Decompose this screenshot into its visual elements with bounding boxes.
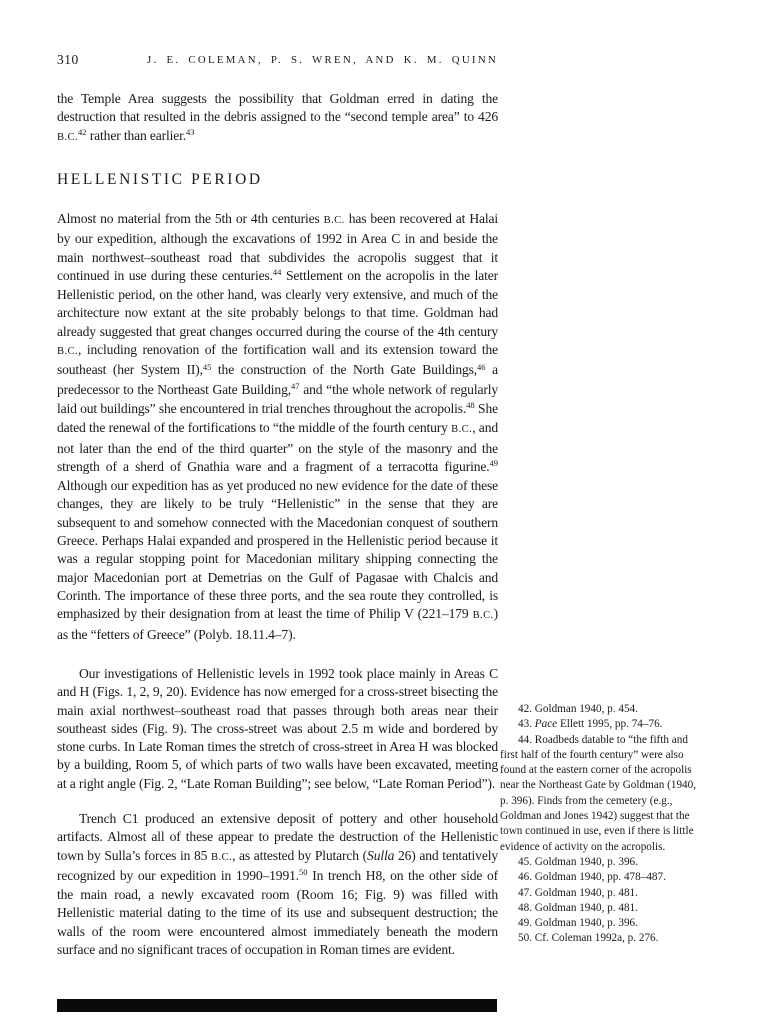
footnote-49: 49. Goldman 1940, p. 396. <box>518 917 638 930</box>
footnote-43: 43. Pace Ellett 1995, pp. 74–76. <box>518 718 663 731</box>
footnote-50: 50. Cf. Coleman 1992a, p. 276. <box>518 932 659 945</box>
footnote-44: 44. Roadbeds datable to “the fifth and first half of the fourth century” were also found at the eastern corner of the acropolis near the Northeast Gate by Goldman (1940, p. 396). Finds from the cemetery (e.g., Goldman and Jones 1942) suggest that the town continued in use, even if there is little evidence of activity on the acropolis. <box>500 733 697 853</box>
footnote-42: 42. Goldman 1940, p. 454. <box>518 703 638 715</box>
page-number: 310 <box>57 52 79 67</box>
section-heading: HELLENISTIC PERIOD <box>57 171 263 188</box>
footnote-46: 46. Goldman 1940, pp. 478–487. <box>518 871 666 884</box>
footnotes-column <box>500 702 703 947</box>
paragraph-investigations: Our investigations of Hellenistic levels in 1992 took place mainly in Areas C and H (Figs. 1, 2, 9, 20). Evidence has now emerged for a cross-street bisecting the main axial northwest–southeast road that passes through both areas near their southeast sides (Fig. 9). The cross-street was about 2.5 m wide and bordered by stone curbs. In Late Roman times the stretch of cross-street in Area H was blocked by a building, Room 5, of which parts of two walls have been excavated, meeting at a right angle (Fig. 2, “Late Roman Building”; see below, “Late Roman Period”). <box>57 666 498 791</box>
footnote-47: 47. Goldman 1940, p. 481. <box>518 886 638 899</box>
footnote-45: 45. Goldman 1940, p. 396. <box>518 855 638 868</box>
footnote-48: 48. Goldman 1940, p. 481. <box>518 901 638 914</box>
scan-black-bar <box>57 999 497 1012</box>
paragraph-continuation: the Temple Area suggests the possibility that Goldman erred in dating the destruction that resulted in the debris assigned to the “second temple area” to 426 B.C.$^{42}$ rather than earlier.$^{43}$ <box>57 91 498 143</box>
running-head-authors: J. E. COLEMAN, P. S. WREN, AND K. M. QUINN <box>146 54 499 66</box>
paragraph-hellenistic-overview: Almost no material from the 5th or 4th centuries B.C. has been recovered at Halai by our expedition, although the excavations of 1992 in Area C in and beside the main northwest–southeast road that subdivides the acropolis suggest that it continued in use during these centuries.$^{44}$ Settlement on the acropolis in the later Hellenistic period, on the other hand, was clearly very extensive, and much of the architecture now extant at the site probably belongs to that time. Goldman had already suggested that great changes occurred during the course of the 4th century B.C., including renovation of the fortification wall and its extension toward the southeast (her System II),$^{45}$ the construction of the North Gate Buildings,$^{46}$ a predecessor to the Northeast Gate Building,$^{47}$ and “the whole network of regularly laid out buildings” she encountered in trial trenches throughout the acropolis.$^{48}$ She dated the renewal of the fortifications to “the middle of the fourth century B.C., and not later than the end of the third quarter” on the style of the masonry and the strength of a sherd of Gnathia ware and a fragment of a terracotta figurine.$^{49}$ Although our expedition has as yet produced no new evidence for the date of these changes, they are likely to be truly “Hellenistic” in the sense that they are subsequent to and somehow connected with the Macedonian conquest of southern Greece. Perhaps Halai expanded and prospered in the Hellenistic period because it was a regular stopping point for Macedonian military shipping connecting the major Macedonian port at Demetrias on the Gulf of Pagasae with Chalcis and Corinth. The importance of these three ports, and the sea route they controlled, is emphasized by their designation from at least the time of Philip V (221–179 B.C.) as the “fetters of Greece” (Polyb. 18.11.4–7). <box>57 211 499 642</box>
paragraph-trench-c1: Trench C1 produced an extensive deposit of pottery and other household artifacts. Almost all of these appear to predate the destruction of the Hellenistic town by Sulla’s forces in 85 B.C., as attested by Plutarch (Sulla 26) and tentatively recognized by our expedition in 1990–1991.50 In trench H8, on the other side of the main road, a newly excavated room (Room 16; Fig. 9) was filled with Hellenistic material dating to the time of its use and subsequent destruction; the walls of the room were encountered almost immediately beneath the modern surface and no significant traces of occupation in Roman times are evident. <box>57 811 498 958</box>
